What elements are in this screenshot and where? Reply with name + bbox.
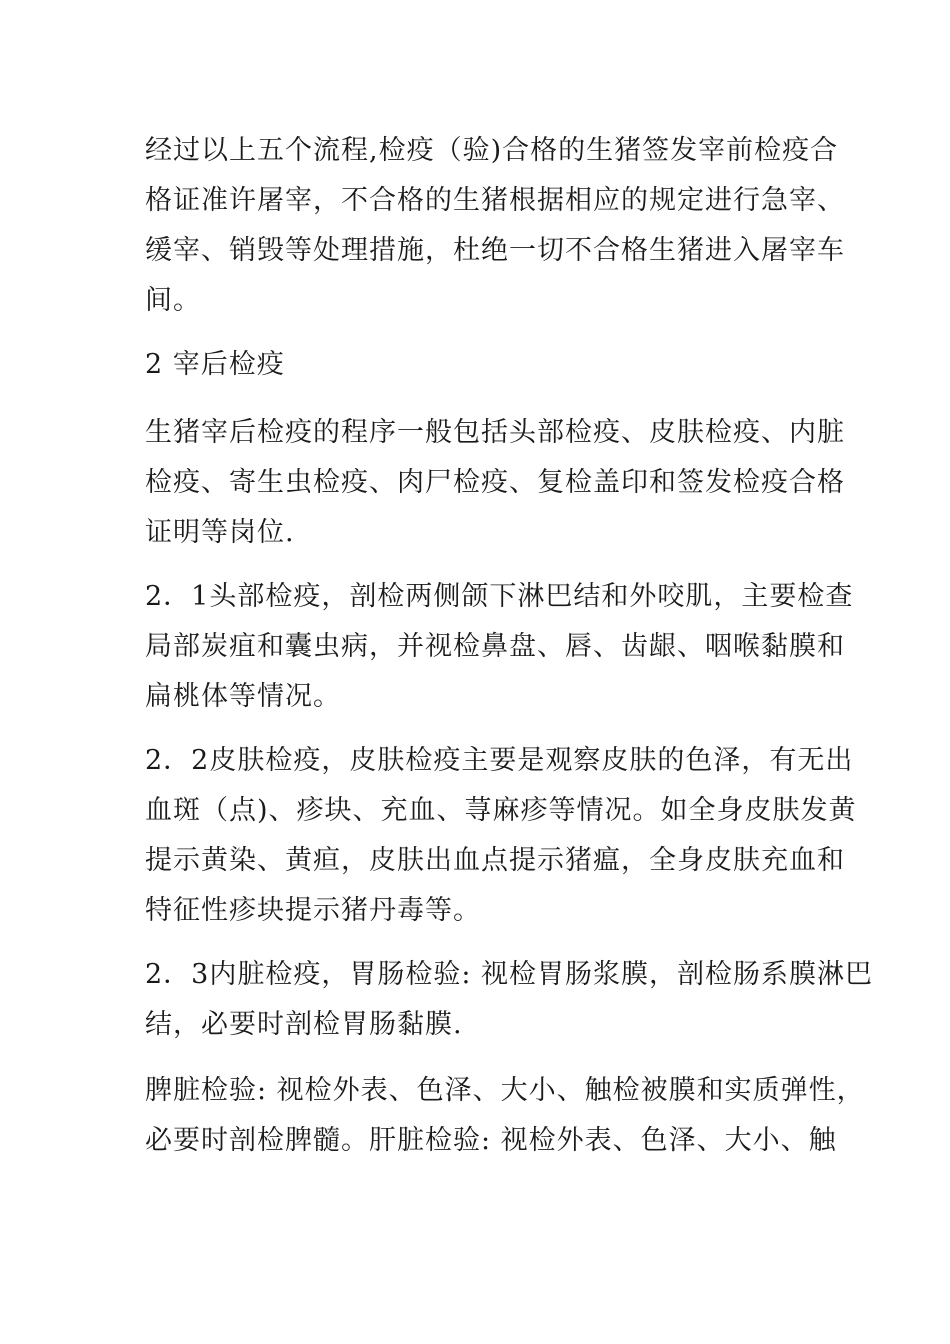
paragraph-post-slaughter-procedure xyxy=(145,408,845,558)
paragraph-skin-inspection xyxy=(145,736,857,936)
text-line: 间。 xyxy=(145,285,201,316)
paragraph-head-inspection xyxy=(145,572,854,722)
text-line: 缓宰、销毁等处理措施，杜绝一切不合格生猪进入屠宰车 xyxy=(145,235,845,266)
text-line: 提示黄染、黄疸，皮肤出血点提示猪瘟，全身皮肤充血和 xyxy=(145,845,845,876)
text-line: 格证准许屠宰，不合格的生猪根据相应的规定进行急宰、 xyxy=(145,185,845,216)
text-line: 证明等岗位. xyxy=(145,517,295,548)
text-line: 2．1头部检疫，剖检两侧颌下淋巴结和外咬肌，主要检查 xyxy=(145,581,854,612)
section-heading: 2 宰后检疫 xyxy=(145,349,285,380)
text-line: 2．3内脏检疫，胃肠检验: 视检胃肠浆膜，剖检肠系膜淋巴 xyxy=(145,959,874,990)
section-heading-post-slaughter xyxy=(145,340,810,390)
text-line: 经过以上五个流程,检疫（验)合格的生猪签发宰前检疫合 xyxy=(145,135,839,166)
text-line: 结，必要时剖检胃肠黏膜. xyxy=(145,1009,463,1040)
text-line: 扁桃体等情况。 xyxy=(145,681,341,712)
text-line: 必要时剖检脾髓。肝脏检验: 视检外表、色泽、大小、触 xyxy=(145,1125,837,1156)
paragraph-visceral-inspection xyxy=(145,950,874,1050)
text-line: 检疫、寄生虫检疫、肉尸检疫、复检盖印和签发检疫合格 xyxy=(145,467,845,498)
text-line: 特征性疹块提示猪丹毒等。 xyxy=(145,895,481,926)
text-line: 生猪宰后检疫的程序一般包括头部检疫、皮肤检疫、内脏 xyxy=(145,417,845,448)
text-line: 血斑（点)、疹块、充血、荨麻疹等情况。如全身皮肤发黄 xyxy=(145,795,857,826)
text-line: 局部炭疽和囊虫病，并视检鼻盘、唇、齿龈、咽喉黏膜和 xyxy=(145,631,845,662)
text-line: 脾脏检验: 视检外表、色泽、大小、触检被膜和实质弹性， xyxy=(145,1075,865,1106)
paragraph-pre-slaughter-summary xyxy=(145,126,845,326)
text-line: 2．2皮肤检疫，皮肤检疫主要是观察皮肤的色泽，有无出 xyxy=(145,745,854,776)
paragraph-spleen-liver-inspection xyxy=(145,1066,865,1166)
